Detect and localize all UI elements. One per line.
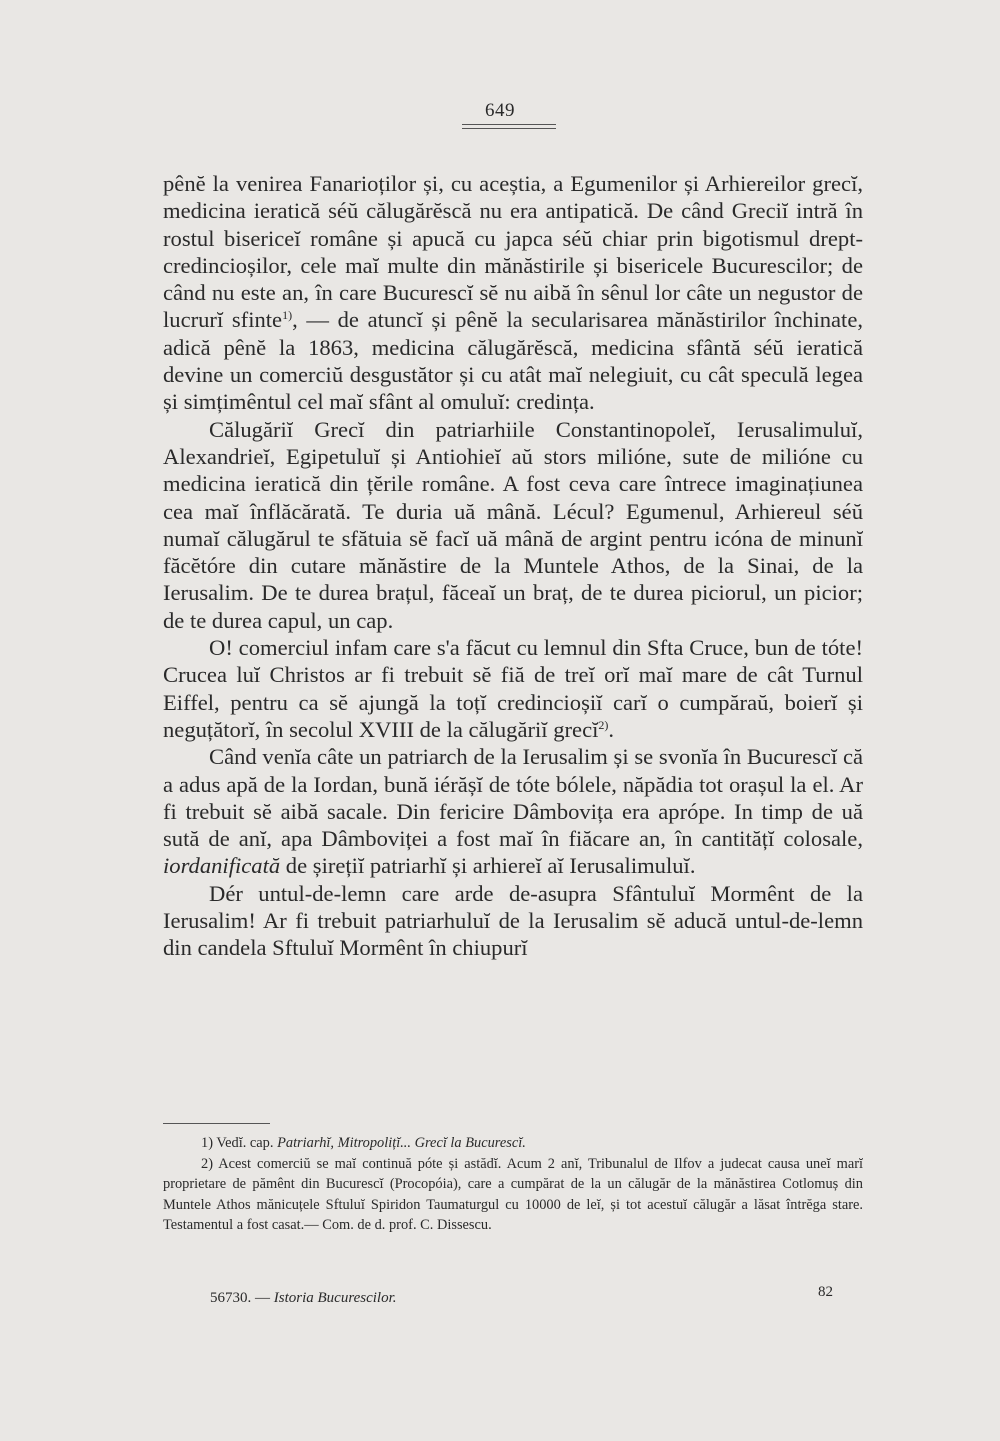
- footnote-italic: Patriarhĭ, Mitropolițĭ... Grecĭ la Bucurescĭ.: [277, 1135, 526, 1151]
- paragraph-text: O! comerciul infam care s'a făcut cu lemnul din Sfta Cruce, bun de tóte! Crucea luĭ Christos ar fi trebuit sĕ fiă de treĭ orĭ maĭ mare de cât Turnul Eiffel, pentru ca sĕ ajungă la toțĭ credincioșiĭ carĭ o cumpăraŭ, boierĭ și neguțătorĭ, în secolul XVIII de la călugăriĭ grecĭ: [163, 635, 863, 742]
- footnote-2: [163, 1154, 863, 1236]
- footnote-text: Vedĭ. cap.: [213, 1135, 278, 1151]
- paragraph-text: .: [608, 716, 615, 742]
- footnote-text: Acest comerciŭ se maĭ continuă póte și astădĭ. Acum 2 anĭ, Tribunalul de Ilfov a judecat causa uneĭ marĭ proprietare de pămênt din Bucurescĭ (Procopóia), care a cumpărat de la un călugăr de la mănăstirea Cotlomuș din Muntele Athos mănicuțele Sftuluĭ Spiridon Taumaturgul cu 10000 de leĭ, și tot acestuĭ călugăr a lăsat întrĕga stare. Testamentul a fost casat.— Com. de d. prof. C. Dissescu.: [163, 1155, 863, 1233]
- footnote-1: [163, 1133, 863, 1154]
- imprint-number: 56730. —: [210, 1290, 274, 1306]
- paragraph-1: [163, 170, 863, 416]
- paragraph-text: de șirețiĭ patriarhĭ și arhiereĭ aĭ Ierusalimuluĭ.: [280, 853, 696, 879]
- italic-word: iordanificată: [163, 853, 281, 879]
- paragraph-text: pênĕ la venirea Fanarioților și, cu aceștia, a Egumenilor și Arhiereilor grecĭ, medicina ieratică séŭ călugărĕscă nu era antipatică. De când Greciĭ intră în rostul bisericeĭ române și apucă cu japca séŭ chiar prin bigotismul drept-credincioșilor, cele maĭ multe din mănăstirile și bisericele Bucurescilor; de când nu este an, în care Bucurescĭ sĕ nu aibă în sênul lor câte un negustor de lucrurĭ sfinte: [163, 171, 863, 333]
- sheet-number: 82: [818, 1284, 833, 1300]
- imprint-title: Istoria Bucurescilor.: [273, 1290, 397, 1306]
- paragraph-2: [163, 416, 863, 634]
- footnotes: [163, 1133, 863, 1236]
- footnote-mark: 1): [201, 1135, 213, 1151]
- paragraph-text: Călugăriĭ Grecĭ din patriarhiile Constantinopoleĭ, Ierusalimuluĭ, Alexandrieĭ, Egipetuluĭ și Antiohieĭ aŭ stors milióne, sute de milióne cu medicina ieratică din țĕrile române. A fost ceva care întrece imaginațiunea cea maĭ înflăcărată. Te duria uă mână. Lécul? Egumenul, Arhiereul séŭ numaĭ călugărul te sfătuia sĕ facĭ uă mână de argint pentru icóna de minunĭ făcĕtóre din cutare mănăstire de la Muntele Athos, de la Sinai, de la Ierusalim. De te durea brațul, făceaĭ un braț, de te durea piciorul, un picior; de te durea capul, un cap.: [163, 416, 863, 633]
- footnote-marker-1: 1): [282, 308, 293, 323]
- footnote-mark: 2): [201, 1155, 213, 1172]
- paragraph-text: Dér untul-de-lemn care arde de-asupra Sfântuluĭ Mormênt de la Ierusalim! Ar fi trebuit patriarhuluĭ de la Ierusalim sĕ aducă untul-de-lemn din candela Sftuluĭ Mormênt în chiupurĭ: [163, 880, 863, 961]
- printer-imprint: [210, 1290, 397, 1307]
- paragraph-3: [163, 634, 863, 743]
- paragraph-5: [163, 880, 863, 962]
- paragraph-text: , — de atuncĭ și pênĕ la secularisarea mănăstirilor închinate, adică pênĕ la 1863, medicina călugărĕscă, medicina sfântă séŭ ieratică devine un comerciŭ desgustător și cu atât maĭ nelegiuit, cu cât speculă legea și simțimêntul cel maĭ sfânt al omuluĭ: credința.: [163, 307, 863, 415]
- paragraph-text: Când venĭa câte un patriarch de la Ierusalim și se svonĭa în Bucurescĭ că a adus apă de la Iordan, bună iérășĭ de tóte bólele, năpădia tot orașul la el. Ar fi trebuit sĕ aibă sacale. Din fericire Dâmbovița era aprópe. In timp de uă sută de anĭ, apa Dâmboviței a fost maĭ în fiăcare an, în cantitățĭ colosale,: [163, 744, 863, 852]
- page-number: 649: [485, 100, 515, 121]
- footnote-separator: [163, 1123, 270, 1124]
- footnote-marker-2: 2): [598, 717, 609, 732]
- header-double-rule: [462, 124, 556, 129]
- paragraph-4: [163, 743, 863, 879]
- main-text: [163, 170, 863, 962]
